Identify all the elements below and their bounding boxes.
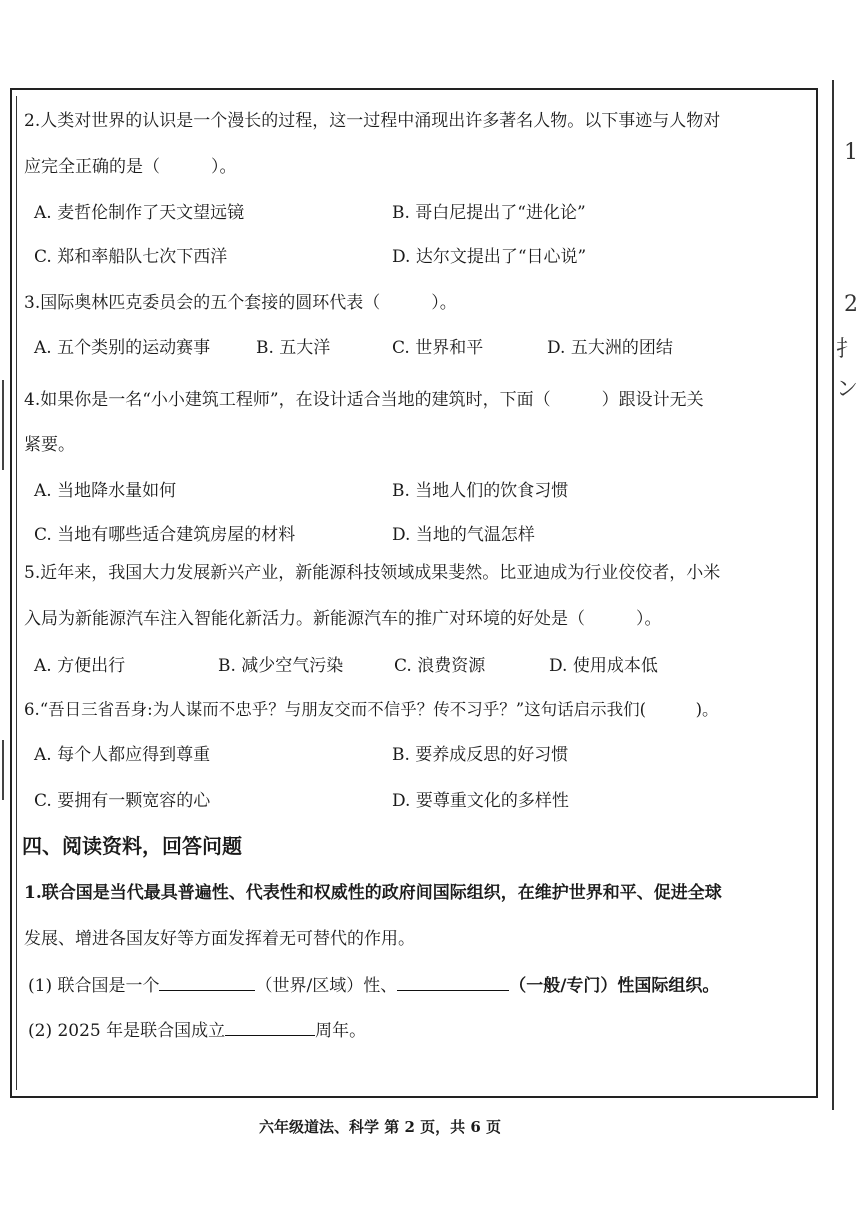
q6-option-a: A. 每个人都应得到尊重 — [34, 745, 211, 765]
q6-option-d: D. 要尊重文化的多样性 — [392, 791, 569, 811]
q4-option-d: D. 当地的气温怎样 — [392, 525, 535, 545]
q2-option-b: B. 哥白尼提出了“进化论” — [392, 203, 586, 223]
q3-option-d: D. 五大洲的团结 — [547, 338, 673, 358]
edge-mark-2: 2 — [844, 292, 858, 317]
q3-option-b: B. 五大洋 — [256, 338, 331, 358]
q5-option-d: D. 使用成本低 — [549, 656, 658, 676]
sub2-text-b: 周年。 — [315, 1021, 367, 1041]
q4-stem-line2: 紧要。 — [24, 435, 75, 455]
q6-option-b: B. 要养成反思的好习惯 — [392, 745, 569, 765]
sub1-text-b: （世界/区域）性、 — [255, 976, 398, 996]
q5-option-b: B. 减少空气污染 — [218, 656, 344, 676]
answer-blank-3[interactable] — [225, 1017, 315, 1036]
edge-mark-4: ン — [835, 377, 858, 402]
sub1-text-a: (1) 联合国是一个 — [28, 976, 160, 996]
q3-option-a: A. 五个类别的运动赛事 — [34, 338, 211, 358]
edge-mark-3: 扌 — [835, 337, 858, 362]
q5-option-a: A. 方便出行 — [34, 656, 126, 676]
sub1-text-c: （一般/专门）性国际组织。 — [509, 976, 720, 996]
q5-stem-line2: 入局为新能源汽车注入智能化新活力。新能源汽车的推广对环境的好处是（ ）。 — [24, 609, 662, 629]
sub2-text-a: (2) 2025 年是联合国成立 — [28, 1021, 226, 1041]
q2-option-c: C. 郑和率船队七次下西洋 — [34, 247, 228, 267]
section-4-title: 四、阅读资料，回答问题 — [22, 834, 242, 858]
right-edge-border — [832, 80, 834, 1110]
q3-option-c: C. 世界和平 — [392, 338, 484, 358]
answer-blank-1[interactable] — [159, 972, 255, 991]
q4-stem-line1: 4.如果你是一名“小小建筑工程师”，在设计适合当地的建筑时，下面（ ）跟设计无关 — [24, 390, 704, 410]
q4-option-a: A. 当地降水量如何 — [34, 481, 177, 501]
answer-blank-2[interactable] — [397, 972, 509, 991]
q5-option-c: C. 浪费资源 — [394, 656, 486, 676]
q2-stem-line1: 2.人类对世界的认识是一个漫长的过程，这一过程中涌现出许多著名人物。以下事迹与人物对 — [24, 111, 721, 131]
page-footer: 六年级道法、科学 第 2 页，共 6 页 — [259, 1118, 501, 1136]
section-4-para-line1: 1.联合国是当代最具普遍性、代表性和权威性的政府间国际组织，在维护世界和平、促进全球 — [24, 883, 722, 903]
q6-stem: 6.“吾日三省吾身:为人谋而不忠乎？与朋友交而不信乎？传不习乎？”这句话启示我们( )。 — [24, 700, 719, 719]
q3-stem: 3.国际奥林匹克委员会的五个套接的圆环代表（ ）。 — [24, 293, 457, 313]
edge-mark-1: 1 — [844, 140, 858, 165]
sub-question-1 — [28, 971, 719, 996]
q5-stem-line1: 5.近年来，我国大力发展新兴产业，新能源科技领域成果斐然。比亚迪成为行业佼佼者，小米 — [24, 563, 721, 583]
q2-option-d: D. 达尔文提出了“日心说” — [392, 247, 587, 267]
q4-option-b: B. 当地人们的饮食习惯 — [392, 481, 569, 501]
left-edge-tick — [2, 740, 4, 800]
left-edge-tick — [2, 380, 4, 470]
sub-question-2 — [28, 1016, 366, 1041]
q2-stem-line2: 应完全正确的是（ ）。 — [24, 157, 237, 177]
q4-option-c: C. 当地有哪些适合建筑房屋的材料 — [34, 525, 296, 545]
q2-option-a: A. 麦哲伦制作了天文望远镜 — [34, 203, 245, 223]
section-4-para-line2: 发展、增进各国友好等方面发挥着无可替代的作用。 — [24, 929, 415, 949]
q6-option-c: C. 要拥有一颗宽容的心 — [34, 791, 211, 811]
